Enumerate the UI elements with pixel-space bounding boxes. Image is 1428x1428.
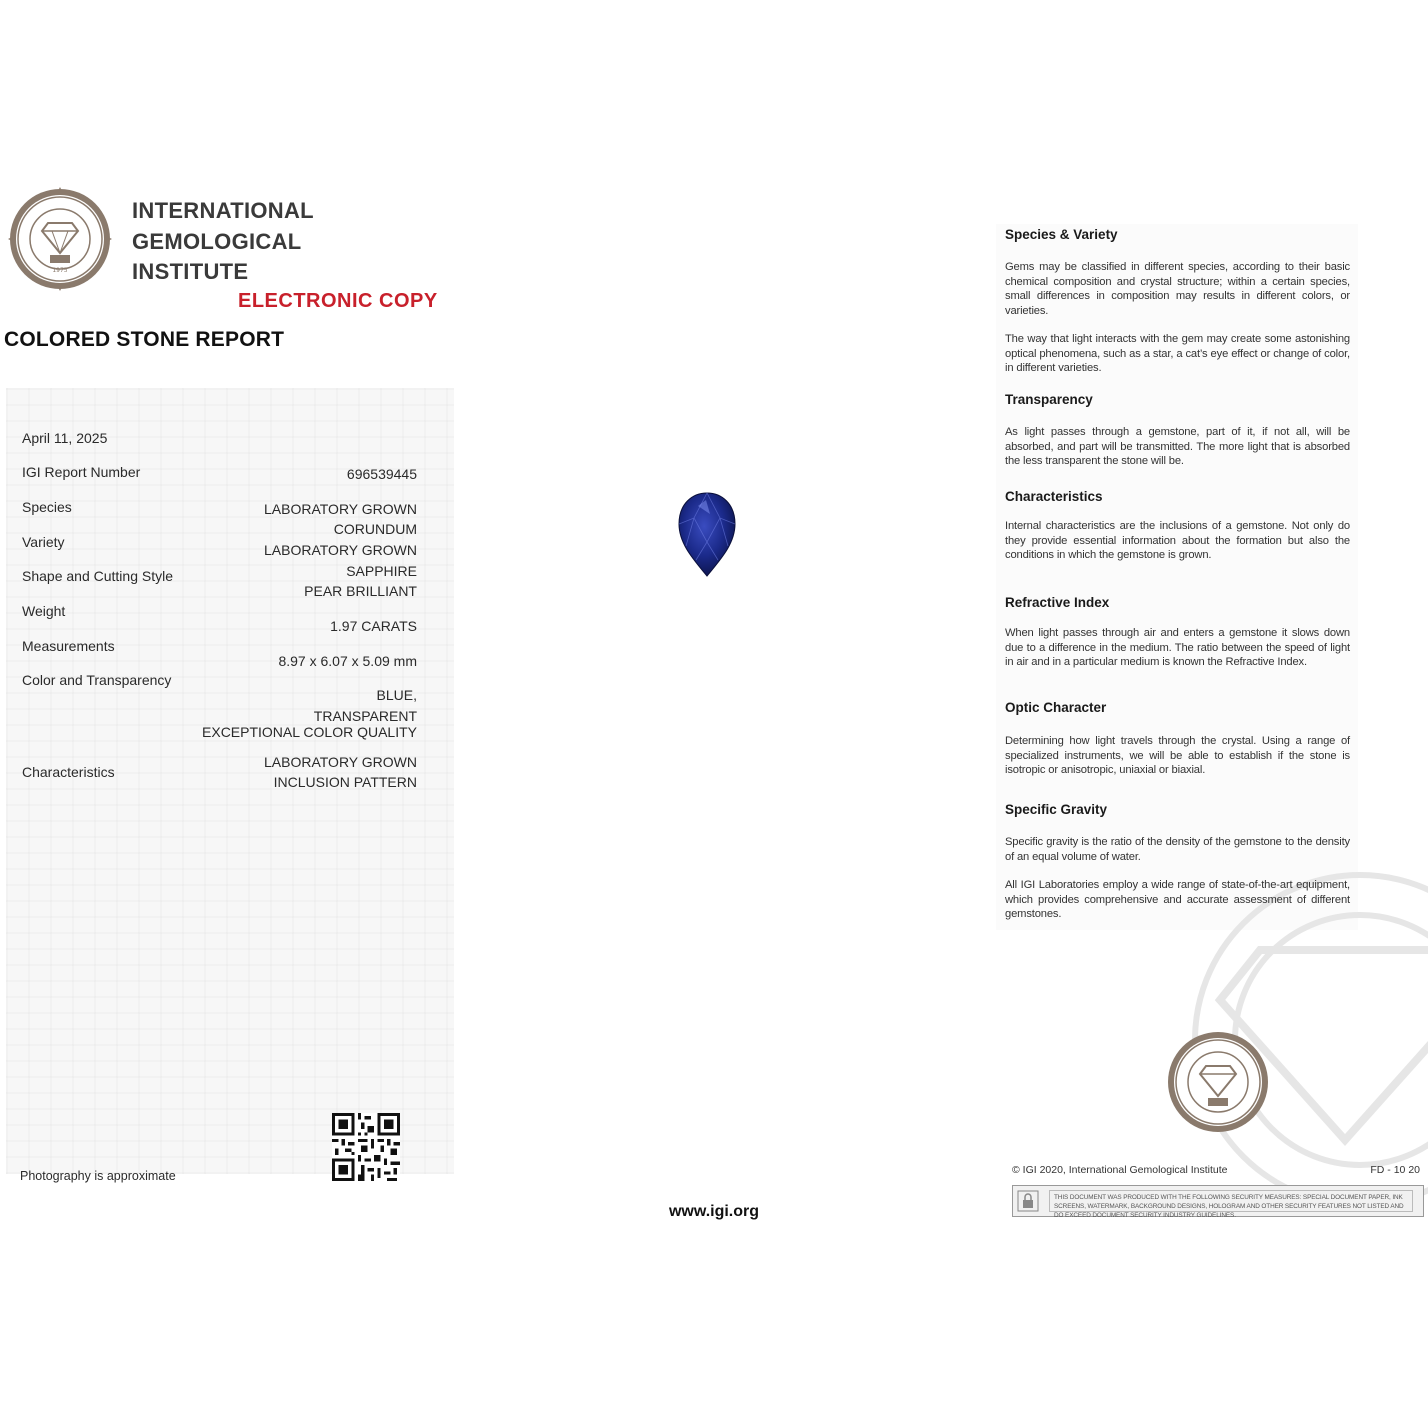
label-characteristics: Characteristics	[22, 764, 115, 780]
brand-line-1: INTERNATIONAL	[132, 198, 314, 223]
electronic-copy-stamp: ELECTRONIC COPY	[238, 290, 438, 312]
label-shape: Shape and Cutting Style	[22, 568, 173, 584]
text-specific-gravity-1: Specific gravity is the ratio of the density of the gemstone to the density of an equal volume of water.	[1005, 836, 1350, 863]
label-color-transparency: Color and Transparency	[22, 672, 172, 688]
value-variety-line-1: LABORATORY GROWN	[264, 542, 417, 558]
value-species-line-1: LABORATORY GROWN	[264, 501, 417, 517]
text-optic-character: Determining how light travels through the crystal. Using a range of specialized instruments, we will be able to establish if the stone is isotropic or anisotropic, uniaxial or biaxial.	[1005, 735, 1350, 776]
security-notice-text: THIS DOCUMENT WAS PRODUCED WITH THE FOLLOWING SECURITY MEASURES: SPECIAL DOCUMENT PAPER, INK SCREENS, WATERMARK, BACKGROUND DESIGNS, HOLOGRAM AND OTHER SECURITY FEATURES NOT LISTED AND DO EXCEED DOCUMENT SECURITY INDUSTRY GUIDELINES.	[1049, 1190, 1413, 1212]
value-variety-line-2: SAPPHIRE	[346, 563, 417, 579]
heading-optic-character: Optic Character	[1005, 700, 1107, 715]
text-transparency: As light passes through a gemstone, part of it, if not all, will be absorbed, and part will be transmitted. The more light that is absorbed the less transparent the stone will be.	[1005, 426, 1350, 467]
value-measurements: 8.97 x 6.07 x 5.09 mm	[278, 653, 417, 669]
heading-refractive-index: Refractive Index	[1005, 595, 1110, 610]
heading-specific-gravity: Specific Gravity	[1005, 802, 1108, 817]
label-species: Species	[22, 499, 72, 515]
label-variety: Variety	[22, 534, 65, 550]
igi-seal-small-icon	[1166, 1030, 1270, 1134]
value-color-line-1: BLUE,	[376, 687, 417, 703]
watermark-seal-icon	[1100, 810, 1428, 1200]
value-species-line-2: CORUNDUM	[333, 521, 417, 537]
label-weight: Weight	[22, 603, 66, 619]
label-report-number: IGI Report Number	[22, 464, 141, 480]
text-specific-gravity-2: All IGI Laboratories employ a wide range of state-of-the-art equipment, which provides comprehensive and accurate assessment of different gemstones.	[1005, 879, 1350, 920]
photo-note: Photography is approximate	[20, 1169, 176, 1183]
text-species-variety-1: Gems may be classified in different species, according to their basic chemical composition and crystal structure; within a certain species, small differences in composition may results in different colors, or varieties.	[1005, 261, 1350, 317]
svg-text:1975: 1975	[52, 267, 68, 274]
security-notice-box	[1012, 1185, 1424, 1217]
brand-line-2: GEMOLOGICAL	[132, 229, 302, 254]
heading-transparency: Transparency	[1005, 392, 1093, 407]
website-link[interactable]: www.igi.org	[668, 1203, 760, 1220]
value-report-number: 696539445	[346, 466, 417, 482]
heading-characteristics: Characteristics	[1005, 489, 1103, 504]
copyright: © IGI 2020, International Gemological Institute	[1012, 1164, 1228, 1176]
value-weight: 1.97 CARATS	[330, 618, 417, 634]
report-date: April 11, 2025	[22, 430, 108, 446]
heading-species-variety: Species & Variety	[1005, 227, 1118, 242]
report-title: COLORED STONE REPORT	[4, 328, 285, 351]
value-characteristics-line-2: INCLUSION PATTERN	[273, 774, 417, 790]
lock-icon	[1017, 1190, 1039, 1212]
text-refractive-index: When light passes through air and enters a gemstone it slows down due to a difference in the medium. The ratio between the speed of light in air and in a particular medium is known the Refractive Index.	[1005, 627, 1350, 668]
gem-image	[676, 490, 738, 578]
qr-code-icon	[332, 1113, 400, 1181]
value-characteristics-line-1: LABORATORY GROWN	[264, 754, 417, 770]
value-shape: PEAR BRILLIANT	[304, 583, 417, 599]
igi-seal-icon	[8, 187, 112, 291]
value-color-line-2: TRANSPARENT	[313, 708, 417, 724]
form-code: FD - 10 20	[1370, 1164, 1420, 1176]
value-color-line-3: EXCEPTIONAL COLOR QUALITY	[202, 724, 417, 740]
text-species-variety-2: The way that light interacts with the gem may create some astonishing optical phenomena, such as a star, a cat’s eye effect or change of color, in different varieties.	[1005, 333, 1350, 374]
text-characteristics: Internal characteristics are the inclusions of a gemstone. Not only do they provide essential information about the formation but also the conditions in which the gemstone is grown.	[1005, 520, 1350, 561]
brand-line-3: INSTITUTE	[132, 259, 249, 284]
label-measurements: Measurements	[22, 638, 115, 654]
